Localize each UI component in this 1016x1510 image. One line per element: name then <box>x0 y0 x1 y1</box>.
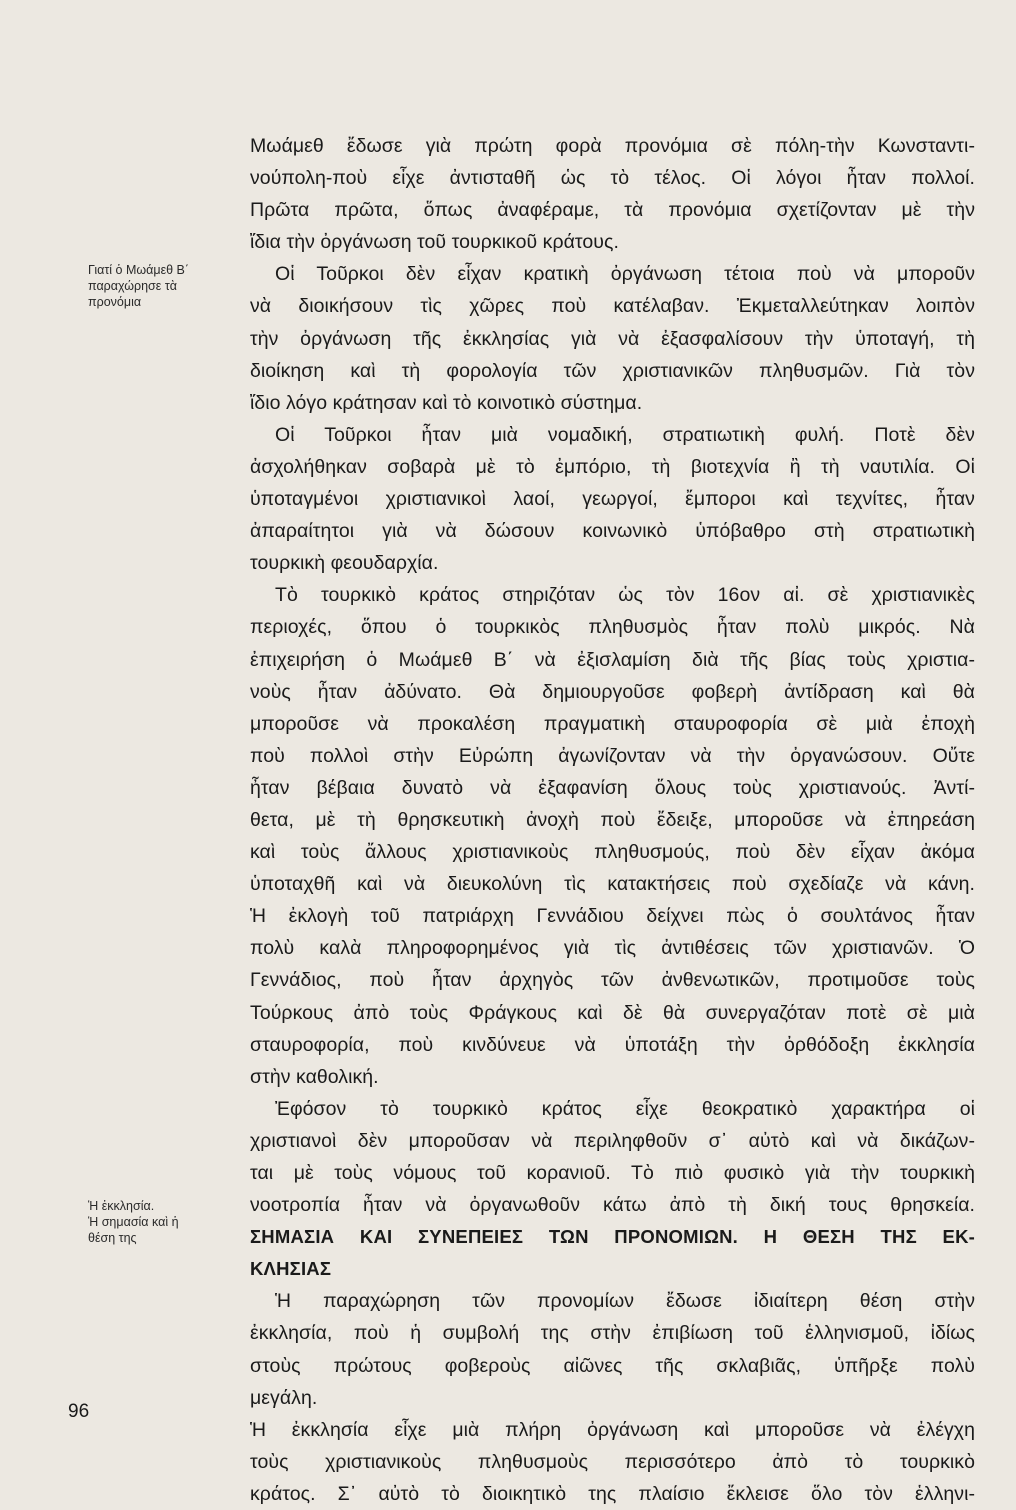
margin-note-line: θέση της <box>88 1231 137 1245</box>
section-heading: ΣΗΜΑΣΙΑ ΚΑΙ ΣΥΝΕΠΕΙΕΣ ΤΩΝ ΠΡΟΝΟΜΙΩΝ. Η ΘΕΣΗ ΤΗΣ ΕΚ- <box>250 1226 975 1248</box>
text-line: Τούρκους ἀπὸ τοὺς Φράγκους καὶ δὲ θὰ συνεργαζόταν ποτὲ σὲ μιὰ <box>250 1001 975 1024</box>
margin-note-line: παραχώρησε τὰ <box>88 279 177 293</box>
text-line: περιοχές, ὅπου ὁ τουρκικὸς πληθυσμὸς ἦταν πολὺ μικρός. Νὰ <box>250 616 975 639</box>
text-line: τουρκικὴ φεουδαρχία. <box>250 552 439 575</box>
margin-note-why-privileges <box>88 262 228 310</box>
page-number: 96 <box>68 1401 90 1422</box>
text-line: τοὺς χριστιανικοὺς πληθυσμοὺς περισσότερο ἀπὸ τὸ τουρκικὸ <box>250 1450 975 1473</box>
text-line: ἦταν βέβαια δυνατὸ νὰ ἐξαφανίση ὅλους τοὺς χριστιανούς. Ἀντί- <box>250 776 975 799</box>
margin-note-line: Ἡ σημασία καὶ ἡ <box>88 1215 179 1229</box>
text-line: τὴν ὀργάνωση τῆς ἐκκλησίας γιὰ νὰ ἐξασφαλίσουν τὴν ὑποταγή, τὴ <box>250 327 975 350</box>
text-line: διοίκηση καὶ τὴ φορολογία τῶν χριστιανικῶν πληθυσμῶν. Γιὰ τὸν <box>250 359 975 382</box>
section-heading: ΚΛΗΣΙΑΣ <box>250 1258 332 1280</box>
text-line: χριστιανοὶ δὲν μποροῦσαν νὰ περιληφθοῦν σ᾽ αὐτὸ καὶ νὰ δικάζων- <box>250 1129 975 1152</box>
text-line: ἀσχολήθηκαν σοβαρὰ μὲ τὸ ἐμπόριο, τὴ βιοτεχνία ἢ τὴ ναυτιλία. Οἱ <box>250 455 975 478</box>
margin-note-line: Ἡ ἐκκλησία. <box>88 1199 155 1213</box>
text-line: Ἡ ἐκλογὴ τοῦ πατριάρχη Γεννάδιου δείχνει πὼς ὁ σουλτάνος ἦταν <box>250 905 975 928</box>
text-line: νοὺς ἦταν ἀδύνατο. Θὰ δημιουργοῦσε φοβερὴ ἀντίδραση καὶ θὰ <box>250 680 975 703</box>
text-line: μποροῦσε νὰ προκαλέση πραγματικὴ σταυροφορία σὲ μιὰ ἐποχὴ <box>250 712 975 735</box>
text-line: ἐκκλησία, ποὺ ἡ συμβολή της στὴν ἐπιβίωση τοῦ ἑλληνισμοῦ, ἰδίως <box>250 1322 975 1345</box>
text-line: Ἡ παραχώρηση τῶν προνομίων ἔδωσε ἰδιαίτερη θέση στὴν <box>275 1290 975 1313</box>
text-line: Τὸ τουρκικὸ κράτος στηριζόταν ὡς τὸν 16ον αἰ. σὲ χριστιανικὲς <box>275 584 975 607</box>
text-line: σταυροφορία, ποὺ κινδύνευε νὰ ὑποτάξη τὴν ὀρθόδοξη ἐκκλησία <box>250 1033 975 1056</box>
text-line: Μωάμεθ ἔδωσε γιὰ πρώτη φορὰ προνόμια σὲ πόλη-τὴν Κωνσταντι- <box>250 135 975 157</box>
body-text <box>250 130 975 1510</box>
text-line: ὑποταχθῆ καὶ νὰ διευκολύνη τὶς κατακτήσεις ποὺ σχεδίαζε νὰ κάνη. <box>250 873 975 896</box>
text-line: κράτος. Σ᾽ αὐτὸ τὸ διοικητικὸ της πλαίσιο ἔκλεισε ὅλο τὸν ἑλληνι- <box>250 1482 975 1505</box>
margin-note-line: Γιατί ὁ Μωάμεθ Β΄ <box>88 263 190 277</box>
text-line: νούπολη-ποὺ εἶχε ἀντισταθῆ ὡς τὸ τέλος. Οἱ λόγοι ἦταν πολλοί. <box>250 167 975 190</box>
margin-note-line: προνόμια <box>88 295 142 309</box>
margin-note-church-position <box>88 1198 228 1246</box>
text-line: μεγάλη. <box>250 1386 318 1409</box>
text-line: ποὺ πολλοὶ στὴν Εὐρώπη ἀγωνίζονταν νὰ τὴν ὀργανώσουν. Οὔτε <box>250 744 975 767</box>
text-line: ται μὲ τοὺς νόμους τοῦ κορανιοῦ. Τὸ πιὸ φυσικὸ γιὰ τὴν τουρκικὴ <box>250 1162 975 1184</box>
text-line: Πρῶτα πρῶτα, ὅπως ἀναφέραμε, τὰ προνόμια σχετίζονταν μὲ τὴν <box>250 199 975 222</box>
text-line: Οἱ Τοῦρκοι δὲν εἶχαν κρατικὴ ὀργάνωση τέτοια ποὺ νὰ μποροῦν <box>275 263 975 286</box>
text-line: ὑποταγμένοι χριστιανικοὶ λαοί, γεωργοί, ἔμποροι καὶ τεχνίτες, ἦταν <box>250 488 975 511</box>
text-line: πολὺ καλὰ πληροφορημένος γιὰ τὶς ἀντιθέσεις τῶν χριστιανῶν. Ὁ <box>250 937 975 960</box>
text-line: καὶ τοὺς ἄλλους χριστιανικοὺς πληθυσμούς, ποὺ δὲν εἶχαν ἀκόμα <box>250 841 975 864</box>
text-line: ἀπαραίτητοι γιὰ νὰ δώσουν κοινωνικὸ ὑπόβαθρο στὴ στρατιωτικὴ <box>250 520 975 543</box>
text-line: νὰ διοικήσουν τὶς χῶρες ποὺ κατέλαβαν. Ἐκμεταλλεύτηκαν λοιπὸν <box>250 295 975 318</box>
text-line: στὴν καθολική. <box>250 1065 379 1088</box>
text-line: ἐπιχειρήση ὁ Μωάμεθ Β΄ νὰ ἐξισλαμίση διὰ τῆς βίας τοὺς χριστια- <box>250 648 975 671</box>
text-line: Ἐφόσον τὸ τουρκικὸ κράτος εἶχε θεοκρατικὸ χαρακτήρα οἱ <box>275 1097 975 1120</box>
text-line: ἴδιο λόγο κράτησαν καὶ τὸ κοινοτικὸ σύστημα. <box>250 391 643 414</box>
text-line: ἴδια τὴν ὀργάνωση τοῦ τουρκικοῦ κράτους. <box>250 231 619 254</box>
text-line: Οἱ Τοῦρκοι ἦταν μιὰ νομαδική, στρατιωτικὴ φυλή. Ποτὲ δὲν <box>275 423 975 446</box>
text-line: στοὺς πρώτους φοβεροὺς αἰῶνες τῆς σκλαβιᾶς, ὑπῆρξε πολὺ <box>250 1354 975 1377</box>
text-line: Γεννάδιος, ποὺ ἦταν ἀρχηγὸς τῶν ἀνθενωτικῶν, προτιμοῦσε τοὺς <box>250 969 975 992</box>
text-line: Ἡ ἐκκλησία εἶχε μιὰ πλήρη ὀργάνωση καὶ μποροῦσε νὰ ἐλέγχη <box>250 1418 975 1441</box>
text-line: θετα, μὲ τὴ θρησκευτικὴ ἀνοχὴ ποὺ ἔδειξε, μποροῦσε νὰ ἐπηρεάση <box>250 808 975 831</box>
text-line: νοοτροπία ἦταν νὰ ὀργανωθοῦν κάτω ἀπὸ τὴ δική τους θρησκεία. <box>250 1194 975 1217</box>
